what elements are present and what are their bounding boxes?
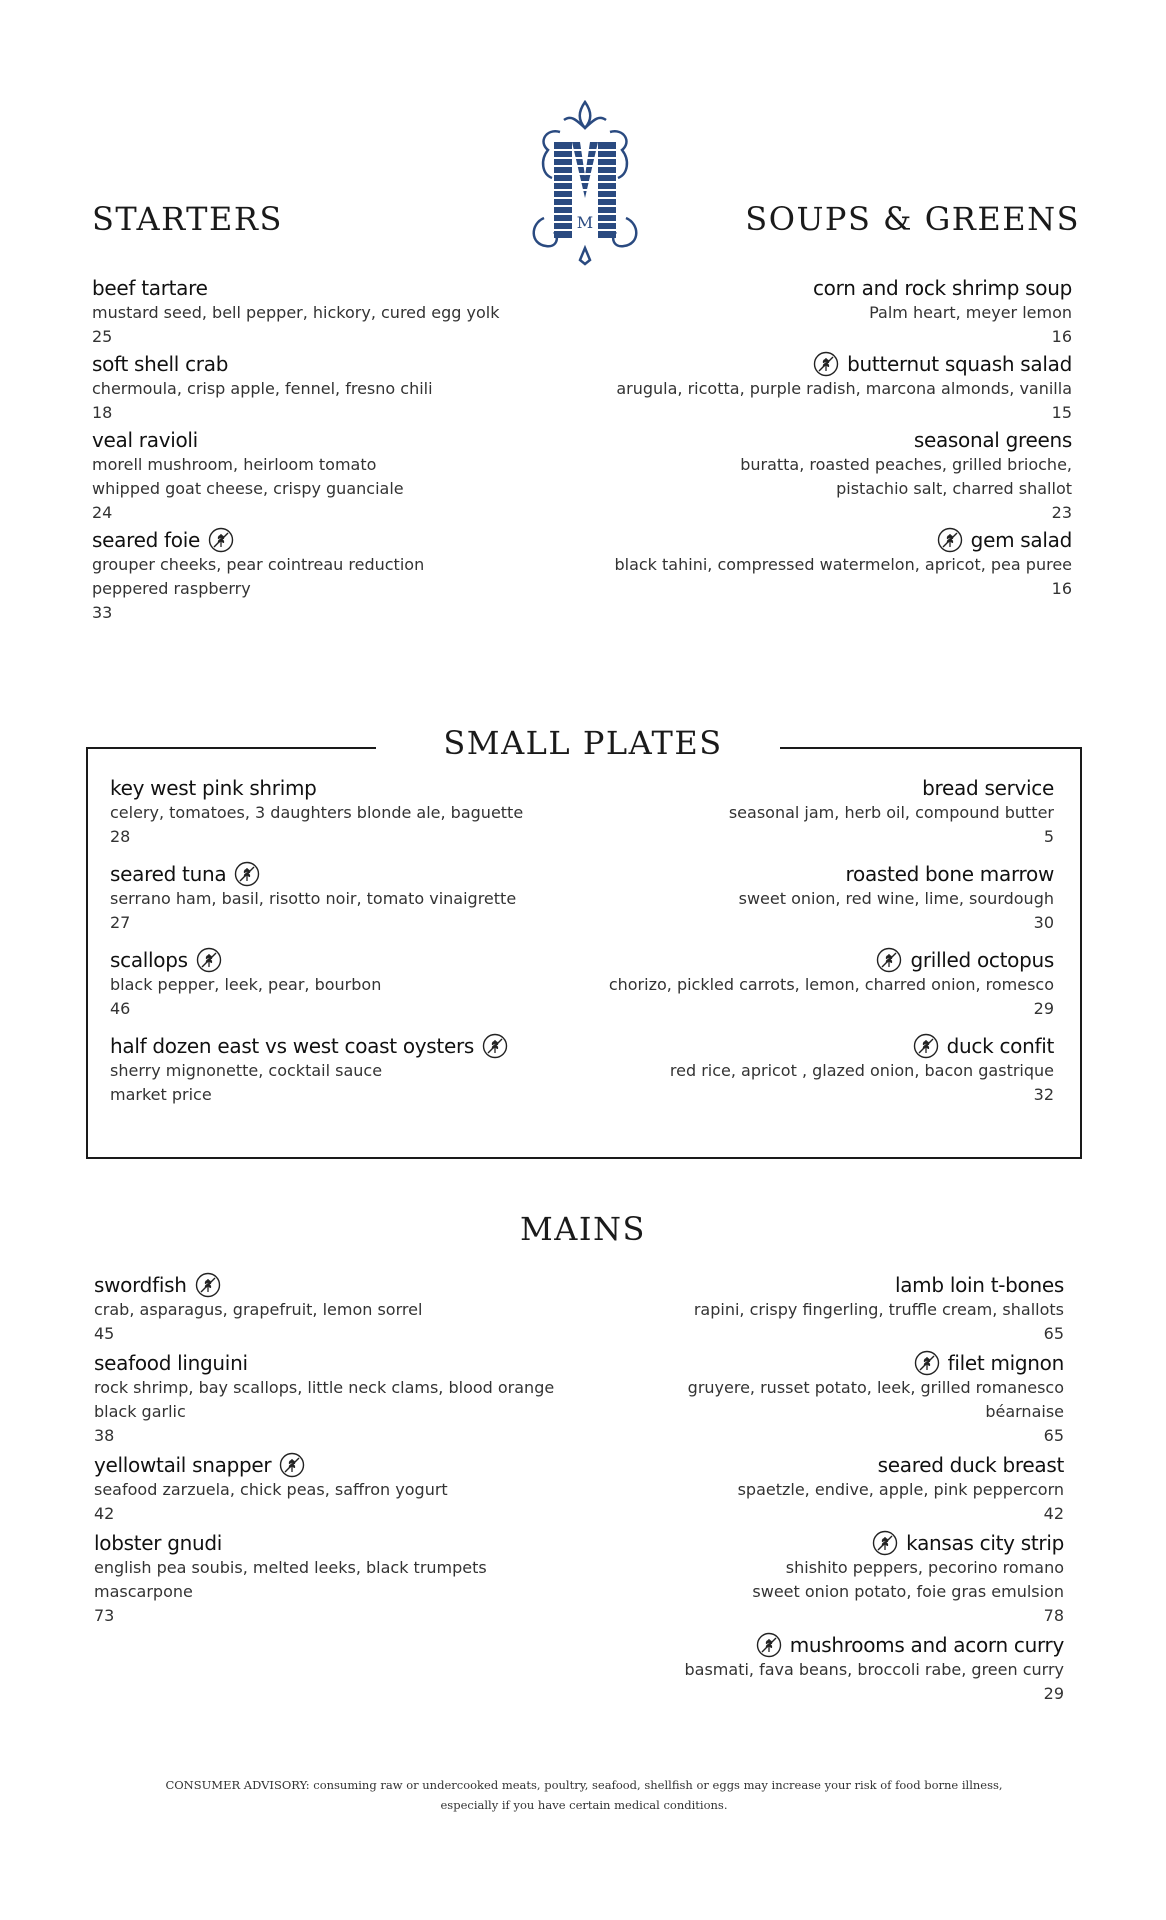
menu-item-seared-foie [92, 527, 562, 625]
menu-item-description: buratta, roasted peaches, grilled brioche, [740, 455, 1072, 474]
menu-item-lobster-gnudi [94, 1530, 564, 1628]
menu-item-name: kansas city strip [906, 1531, 1064, 1555]
menu-item-name-row [552, 527, 1072, 553]
menu-item-price: 28 [110, 827, 131, 846]
menu-item-name-row [92, 427, 562, 453]
menu-item-name-row [92, 351, 562, 377]
menu-item-description: mustard seed, bell pepper, hickory, cured egg yolk [92, 303, 500, 322]
menu-item-description: spaetzle, endive, apple, pink peppercorn [737, 1480, 1064, 1499]
menu-item-description: black pepper, leek, pear, bourbon [110, 975, 382, 994]
menu-item-duck-confit [574, 1033, 1054, 1107]
monogram-letter: M [576, 213, 594, 232]
menu-item-name: duck confit [946, 1034, 1054, 1058]
menu-item-name: bread service [922, 776, 1054, 800]
menu-item-description: red rice, apricot , glazed onion, bacon gastrique [669, 1061, 1054, 1080]
small-plates-right-list [574, 775, 1054, 1119]
monogram-crest-icon [520, 98, 650, 266]
menu-item-price: 42 [94, 1504, 115, 1523]
menu-item-description: black tahini, compressed watermelon, apricot, pea puree [614, 555, 1072, 574]
menu-item-bread-service [574, 775, 1054, 849]
consumer-advisory [100, 1775, 1068, 1815]
menu-item-seasonal-greens [552, 427, 1072, 525]
menu-item-seafood-linguini [94, 1350, 564, 1448]
menu-item-price: 38 [94, 1426, 115, 1445]
menu-item-name: lobster gnudi [94, 1531, 223, 1555]
menu-item-name: grilled octopus [910, 948, 1054, 972]
menu-item-name: seasonal greens [913, 428, 1072, 452]
menu-item-description: sweet onion potato, foie gras emulsion [752, 1582, 1064, 1601]
menu-item-butternut-squash-salad [552, 351, 1072, 425]
menu-item-name: butternut squash salad [847, 352, 1072, 376]
menu-item-name: swordfish [94, 1273, 187, 1297]
menu-item-price: market price [110, 1085, 212, 1104]
menu-item-half-dozen-east-vs-west-coast-oysters [110, 1033, 550, 1107]
menu-item-description: gruyere, russet potato, leek, grilled romanesco [687, 1378, 1064, 1397]
menu-item-name-row [574, 947, 1054, 973]
menu-item-name: yellowtail snapper [94, 1453, 272, 1477]
mains-title: MAINS [520, 1210, 646, 1248]
menu-item-name: seared tuna [110, 862, 227, 886]
menu-item-description: rock shrimp, bay scallops, little neck clams, blood orange [94, 1378, 555, 1397]
menu-item-name: seared foie [92, 528, 200, 552]
menu-item-description: pistachio salt, charred shallot [836, 479, 1072, 498]
gluten-free-icon [195, 1272, 221, 1298]
menu-item-name: scallops [110, 948, 188, 972]
soups-greens-title: SOUPS & GREENS [745, 200, 1080, 238]
menu-item-price: 16 [1051, 579, 1072, 598]
menu-item-description: sweet onion, red wine, lime, sourdough [738, 889, 1054, 908]
mains-left-list [94, 1272, 564, 1632]
menu-item-name-row [110, 947, 550, 973]
gluten-free-icon [196, 947, 222, 973]
menu-item-description: serrano ham, basil, risotto noir, tomato vinaigrette [110, 889, 517, 908]
menu-item-name-row [110, 861, 550, 887]
menu-item-description: béarnaise [985, 1402, 1064, 1421]
starters-title: STARTERS [92, 200, 283, 238]
menu-item-description: rapini, crispy fingerling, truffle cream, shallots [693, 1300, 1064, 1319]
menu-item-price: 45 [94, 1324, 115, 1343]
menu-item-name: filet mignon [947, 1351, 1064, 1375]
menu-item-key-west-pink-shrimp [110, 775, 550, 849]
gluten-free-icon [876, 947, 902, 973]
menu-item-price: 73 [94, 1606, 115, 1625]
menu-item-description: whipped goat cheese, crispy guanciale [92, 479, 404, 498]
small-plates-left-list [110, 775, 550, 1119]
menu-item-name: lamb loin t-bones [894, 1273, 1064, 1297]
gluten-free-icon [937, 527, 963, 553]
gluten-free-icon [914, 1350, 940, 1376]
menu-item-name-row [552, 351, 1072, 377]
menu-item-name: half dozen east vs west coast oysters [110, 1034, 475, 1058]
menu-item-description: arugula, ricotta, purple radish, marcona almonds, vanilla [616, 379, 1072, 398]
menu-item-price: 24 [92, 503, 113, 522]
menu-item-price: 29 [1033, 999, 1054, 1018]
menu-item-name: seafood linguini [94, 1351, 248, 1375]
menu-item-description: basmati, fava beans, broccoli rabe, green curry [684, 1660, 1064, 1679]
gluten-free-icon [482, 1033, 508, 1059]
menu-item-description: mascarpone [94, 1582, 193, 1601]
menu-item-seared-tuna [110, 861, 550, 935]
menu-item-name: gem salad [970, 528, 1072, 552]
menu-item-description: peppered raspberry [92, 579, 251, 598]
menu-item-lamb-loin-t-bones [584, 1272, 1064, 1346]
menu-item-kansas-city-strip [584, 1530, 1064, 1628]
gluten-free-icon [756, 1632, 782, 1658]
menu-item-name: roasted bone marrow [845, 862, 1054, 886]
menu-item-name-row [574, 861, 1054, 887]
menu-item-price: 15 [1051, 403, 1072, 422]
menu-item-name: mushrooms and acorn curry [789, 1633, 1064, 1657]
menu-item-price: 46 [110, 999, 131, 1018]
gluten-free-icon [208, 527, 234, 553]
menu-item-grilled-octopus [574, 947, 1054, 1021]
menu-item-description: english pea soubis, melted leeks, black trumpets [94, 1558, 487, 1577]
menu-item-name-row [584, 1350, 1064, 1376]
menu-item-mushrooms-and-acorn-curry [584, 1632, 1064, 1706]
gluten-free-icon [913, 1033, 939, 1059]
menu-item-description: seasonal jam, herb oil, compound butter [728, 803, 1054, 822]
menu-item-description: chermoula, crisp apple, fennel, fresno chili [92, 379, 433, 398]
menu-item-price: 32 [1033, 1085, 1054, 1104]
menu-item-name: veal ravioli [92, 428, 198, 452]
menu-item-name: beef tartare [92, 276, 208, 300]
menu-item-name-row [584, 1632, 1064, 1658]
menu-item-description: morell mushroom, heirloom tomato [92, 455, 377, 474]
menu-item-price: 42 [1043, 1504, 1064, 1523]
menu-item-name-row [574, 1033, 1054, 1059]
menu-item-price: 65 [1043, 1324, 1064, 1343]
menu-item-yellowtail-snapper [94, 1452, 564, 1526]
menu-item-name-row [94, 1452, 564, 1478]
monogram-logo [520, 98, 650, 266]
starters-list [92, 275, 562, 627]
menu-item-name: soft shell crab [92, 352, 229, 376]
menu-item-price: 30 [1033, 913, 1054, 932]
advisory-line-2: especially if you have certain medical conditions. [440, 1798, 728, 1812]
menu-item-price: 23 [1051, 503, 1072, 522]
menu-item-gem-salad [552, 527, 1072, 601]
menu-item-name-row [110, 1033, 550, 1059]
menu-item-price: 25 [92, 327, 113, 346]
menu-item-name-row [552, 275, 1072, 301]
menu-item-name-row [94, 1272, 564, 1298]
menu-item-name-row [584, 1530, 1064, 1556]
menu-item-description: crab, asparagus, grapefruit, lemon sorrel [94, 1300, 423, 1319]
gluten-free-icon [872, 1530, 898, 1556]
menu-item-description: shishito peppers, pecorino romano [785, 1558, 1064, 1577]
mains-right-list [584, 1272, 1064, 1710]
gluten-free-icon [813, 351, 839, 377]
menu-item-name: corn and rock shrimp soup [812, 276, 1072, 300]
menu-item-name-row [92, 527, 562, 553]
menu-item-price: 16 [1051, 327, 1072, 346]
menu-item-description: chorizo, pickled carrots, lemon, charred onion, romesco [608, 975, 1054, 994]
menu-item-name-row [94, 1530, 564, 1556]
menu-item-name-row [584, 1272, 1064, 1298]
menu-item-veal-ravioli [92, 427, 562, 525]
menu-item-name-row [584, 1452, 1064, 1478]
menu-item-description: Palm heart, meyer lemon [869, 303, 1072, 322]
menu-item-price: 29 [1043, 1684, 1064, 1703]
menu-item-soft-shell-crab [92, 351, 562, 425]
menu-item-price: 33 [92, 603, 113, 622]
menu-item-description: sherry mignonette, cocktail sauce [110, 1061, 383, 1080]
advisory-line-1: CONSUMER ADVISORY: consuming raw or undercooked meats, poultry, seafood, shellfish or eggs may increase your risk of food borne illness, [165, 1778, 1003, 1792]
menu-item-beef-tartare [92, 275, 562, 349]
menu-item-name: key west pink shrimp [110, 776, 317, 800]
menu-item-description: seafood zarzuela, chick peas, saffron yogurt [94, 1480, 448, 1499]
menu-item-name-row [92, 275, 562, 301]
menu-item-price: 78 [1043, 1606, 1064, 1625]
menu-item-roasted-bone-marrow [574, 861, 1054, 935]
menu-item-description: celery, tomatoes, 3 daughters blonde ale, baguette [110, 803, 524, 822]
gluten-free-icon [234, 861, 260, 887]
menu-item-corn-and-rock-shrimp-soup [552, 275, 1072, 349]
menu-item-price: 18 [92, 403, 113, 422]
menu-item-description: black garlic [94, 1402, 186, 1421]
menu-item-name-row [552, 427, 1072, 453]
gluten-free-icon [279, 1452, 305, 1478]
menu-item-description: grouper cheeks, pear cointreau reduction [92, 555, 425, 574]
menu-item-name-row [110, 775, 550, 801]
soups-greens-list [552, 275, 1072, 603]
menu-item-price: 27 [110, 913, 131, 932]
menu-item-price: 5 [1043, 827, 1054, 846]
menu-item-seared-duck-breast [584, 1452, 1064, 1526]
menu-item-swordfish [94, 1272, 564, 1346]
menu-item-name-row [574, 775, 1054, 801]
menu-item-filet-mignon [584, 1350, 1064, 1448]
menu-item-scallops [110, 947, 550, 1021]
menu-item-name-row [94, 1350, 564, 1376]
menu-item-price: 65 [1043, 1426, 1064, 1445]
menu-item-name: seared duck breast [877, 1453, 1064, 1477]
small-plates-title: SMALL PLATES [443, 724, 723, 762]
